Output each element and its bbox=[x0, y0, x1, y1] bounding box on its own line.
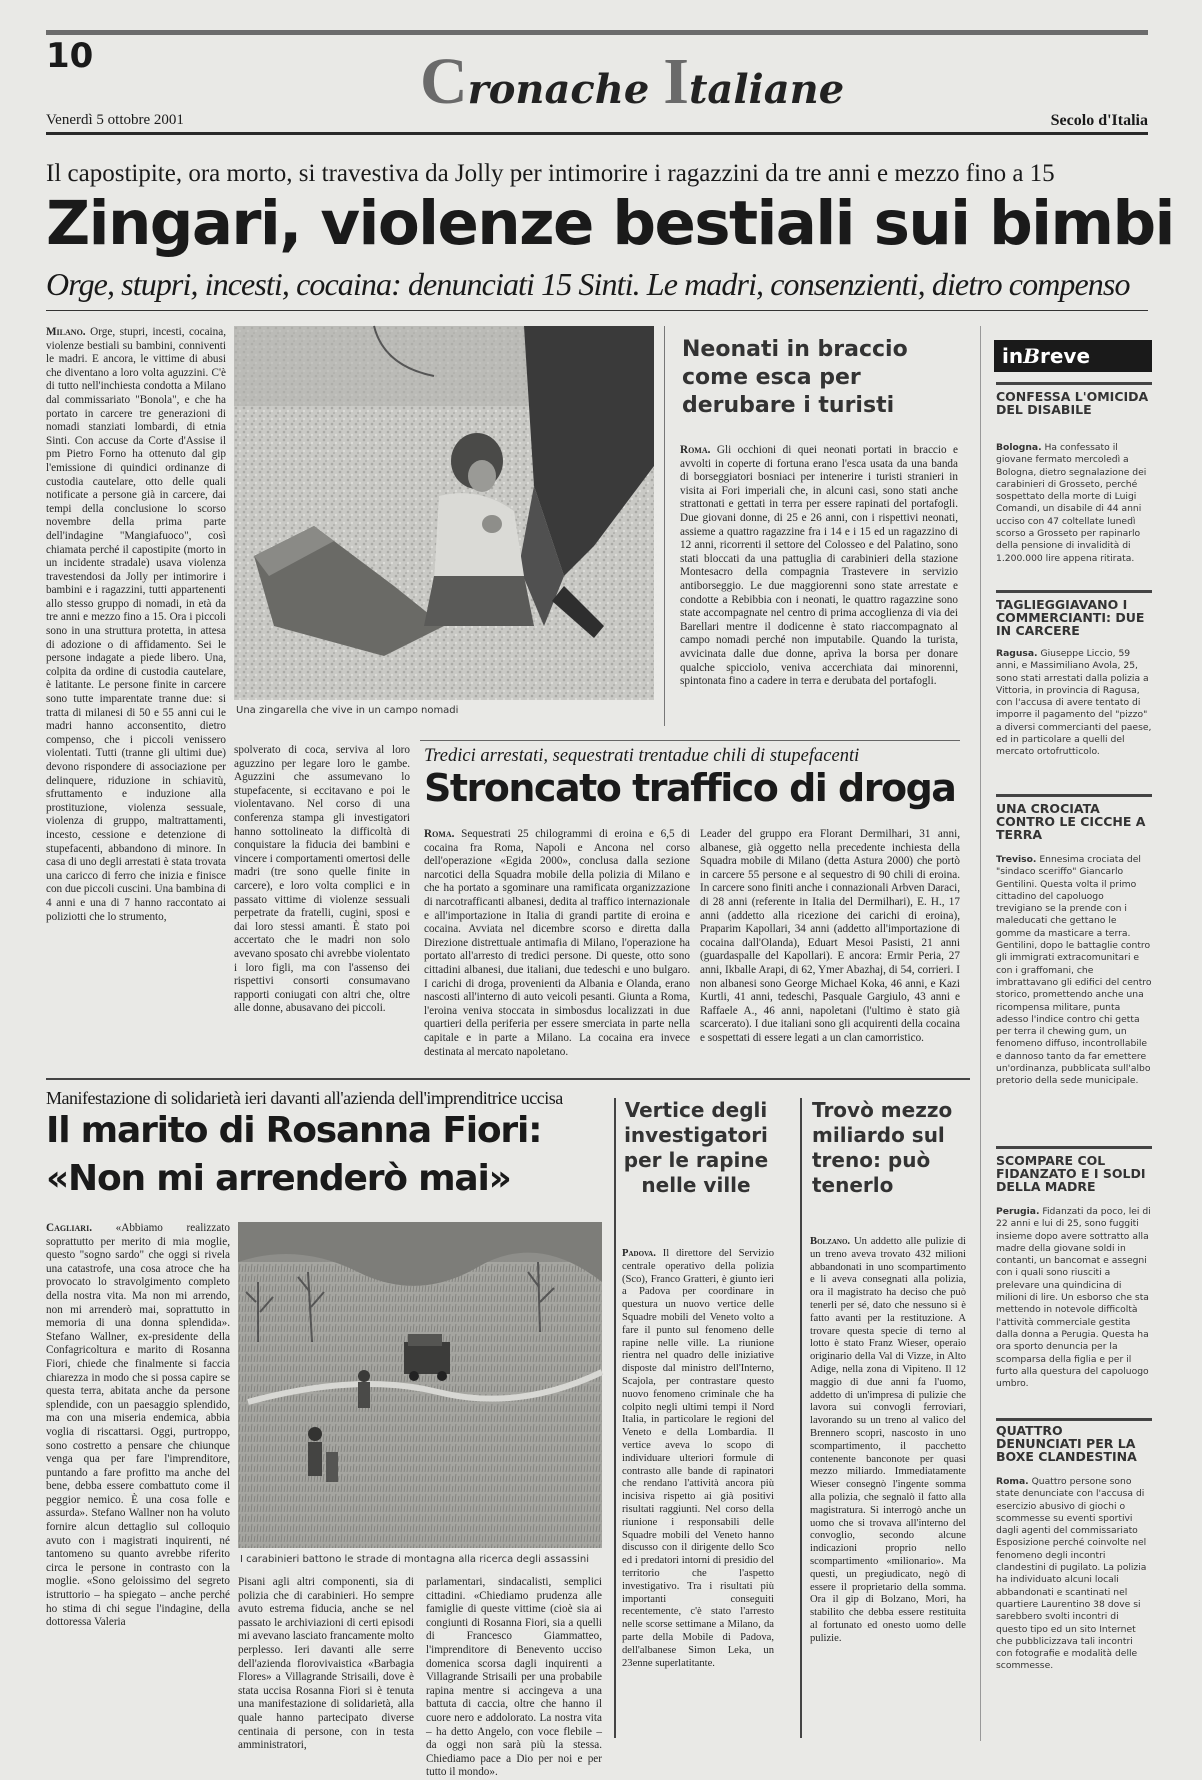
breve-rule-4 bbox=[996, 1146, 1152, 1149]
page-number: 10 bbox=[46, 36, 94, 76]
neonati-dateline: Roma. bbox=[680, 444, 711, 456]
droga-text-1: Sequestrati 25 chilogrammi di eroina e 6,5 di cocaina fra Roma, Napoli e Ancona nel corso dell'operazione «Egida 2000», conclusa dalla sezione narcotici della Squadra mobile della polizia di Milano e che ha portato a sgominare una ramificata organizzazione di narcotrafficanti albanesi, dedita al traffico internazionale e all'importazione in Italia di grandi partite di eroina e cocaina. Avviata nel dicembre scorso e diretta dalla Direzione distrettuale antimafia di Milano, l'operazione ha portato all'arresto di tredici persone. Di queste, otto sono cittadini albanesi, due italiani, due tedeschi e uno bulgaro. I carichi di droga, provenienti da Albania e Olanda, erano nascosti all'interno di auto veicoli pesanti. Giunta a Roma, l'eroina veniva stoccata in simbosdus localizzati in due quartieri della periferia per essere smerciata in parte nella capitale e in parte a Milano. La cocaina era invece destinata al mercato napoletano. bbox=[424, 828, 691, 1058]
top-rule bbox=[46, 30, 1148, 35]
droga-headline: Stroncato traffico di droga bbox=[424, 766, 956, 810]
lead-dateline: Milano. bbox=[46, 326, 86, 338]
neonati-text: Gli occhioni di quei neonati portati in braccio e avvolti in coperte di fortuna erano l'esca usata da una banda di borseggiatori bosniaci per intenerire i turisti stranieri in visita ai Fori imperiali che, in alcuni casi, sono stati anche strattonati e gettati in terra per essere rapinati del portafogli. Due giovani donne, di 25 e 26 anni, con i rispettivi neonati, assieme a quattro ragazzine fra i 14 e i 15 ed un ragazzino di 12 anni, ricorrenti il settore del Colosseo e del Palatino, sono stati bloccati da una pattuglia di carabinieri della stazione Montesacro della compagnia Trastevere in servizio antiborseggio. Le due maggiorenni sono state arrestate e condotte a Rebibbia con i neonati, le quattro ragazzine sono state accompagnate nel centro di prima accoglienza di via dei Barellari mentre il dodicenne è stato riaccompagnato al campo nomadi perché non imputabile. Quando la turista, avvicinata dalle due donne, aprìva la borsa per donare qualche spicciolo, veniva accerchiata dai minorenni, spintonata fino a cadere in terra e derubata del portafogli. bbox=[680, 444, 959, 688]
fiori-kicker: Manifestazione di solidarietà ieri davanti all'azienda dell'imprenditrice uccisa bbox=[46, 1088, 563, 1108]
lead-column-1 bbox=[46, 326, 226, 1056]
breve-body-5: Roma. Quattro persone sono state denunciate con l'accusa di esercizio abusivo di giochi o scommesse su eventi sportivi dagli agenti del commissariato Esposizione perché coinvolte nel fenomeno degli incontri clandestini di pugilato. La polizia ha individuato alcuni locali abbandonati e scantinati nel quartiere Laurentino 38 dove si sarebbero svolti incontri di questo tipo ed un sito Internet che pubblicizzava tali incontri con fotografie e modalità delle scommesse. bbox=[996, 1476, 1147, 1672]
fiori-photo-caption: I carabinieri battono le strade di montagna alla ricerca degli assassini bbox=[240, 1554, 590, 1565]
masthead-rule bbox=[46, 132, 1148, 135]
newspaper-name: Secolo d'Italia bbox=[1050, 112, 1148, 129]
droga-column-2 bbox=[700, 828, 960, 1060]
treno-text: Un addetto alle pulizie di un treno aveva trovato 432 milioni abbandonati in uno scompartimento e li aveva consegnati alla polizia, ora il magistrato ha deciso che può tenerli per sé, dato che nessuno si è fatto avanti per la restituzione. A trovare questa specie di terno al lotto è stato Franz Wieser, operaio originario della Val di Vizze, in Alto Adige, nella zona di Vipiteno. Il 12 maggio di due anni fa l'uomo, addetto di un'impresa di pulizie che lavora sui convogli ferroviari, lavorando su un treno al valico del Brennero scoprì, nascosto in uno scompartimento, il pacchetto contenente banconote per quasi mezzo miliardo. Immediatamente Wieser consegnò l'ingente somma alla polizia, che segnalò il fatto alla magistratura. Si interrogò anche un uomo che si trovava all'interno del convoglio, secondo alcune indicazioni proprio nello scompartimento «milionario». Ma questi, un pregiudicato, negò di essere il proprietario della somma. Ora il gip di Bolzano, Mori, ha stabilito che debba essere restituita al fortunato ed onesto uomo delle pulizie. bbox=[810, 1236, 966, 1644]
fiori-text-1: «Abbiamo realizzato soprattutto per merito di mia moglie, questo "sogno sardo" che oggi si rivela una catastrofe, una cosa atroce che ha provocato lo stravolgimento completo della nostra vita. Ma non mi arrendo, non mi arrenderò mai, soprattutto in memoria di una donna splendida». Stefano Wallner, ex-presidente della Confagricoltura e marito di Rosanna Fiori, chiede che finalmente si faccia chiarezza in modo che si possa capire se questa terra, abitata anche da persone splendide, con un paesaggio splendido, ma con una miseria endemica, abbia voglia di riscattarsi. Oggi, purtroppo, sono costretto a pensare che chiunque venga qua per fare l'imprenditore, puntando a fare profitto ma anche del bene, debba essere combattuto come il peggior nemico. È una cosa folle e assurda». Stefano Wallner non ha voluto fornire alcun dettaglio sul colloquio avuto con i magistrati inquirenti, né tantomeno su quanto avrebbe riferito circa le persone in contrasto con la moglie. «Sono geloissimo del segreto istruttorio – ha spiegato – anche perché ho stima di chi segue l'indagine, della dottoressa Valeria bbox=[46, 1222, 231, 1629]
breve-title-1: CONFESSA L'OMICIDA DEL DISABILE bbox=[996, 389, 1149, 417]
fiori-text-2: Pisani agli altri componenti, sia di polizia che di carabinieri. Ho sempre avuto estrema fiducia, anche se nel passato le archiviazioni di certi episodi mi avevano lasciato francamente molto perplesso. Ieri davanti alle serre dell'azienda florovivaistica «Barbagia Flores» a Villagrande Strisaili, dove è stata uccisa Rosanna Fiori si è tenuta una manifestazione di solidarietà, alla quale hanno partecipato diverse centinaia di persone, con in testa amministratori, bbox=[238, 1576, 414, 1752]
lead-subhead: Orge, stupri, incesti, cocaina: denunciati 15 Sinti. Le madri, consenzienti, dietro compenso bbox=[46, 266, 1130, 302]
treno-dateline: Bolzano. bbox=[810, 1236, 851, 1247]
breve-body-2: Ragusa. Giuseppe Liccio, 59 anni, e Massimiliano Avola, 25, sono stati arrestati dalla polizia a Vittoria, in provincia di Ragusa, con l'accusa di avere tentato di imporre il pagamento del "pizzo" a diversi commercianti del paese, ed in particolare a quelli del mercato ortofrutticolo. bbox=[996, 648, 1152, 758]
fiori-column-1 bbox=[46, 1222, 230, 1746]
fiori-column-2 bbox=[238, 1576, 414, 1752]
breve-rule-1 bbox=[996, 382, 1152, 385]
lead-rule bbox=[46, 310, 1148, 311]
droga-text-2: Leader del gruppo era Florant Dermilhari, 31 anni, albanese, già oggetto nella precedente inchiesta della Squadra mobile di Milano (detta Astura 2000) che portò in carcere 55 persone e al sequestro di 90 chili di eroina. In carcere sono finiti anche i connazionali Arbven Daraci, di 28 anni (referente in Italia del Dermilhari), E. H., 17 anni (addetto alla ricezione dei carichi di eroina), Praparim Kapollari, 34 anni (addetto all'importazione di cocaina dall'Olanda), Eduart Mesoi Pasisti, 21 anni (guardaspalle del Kapollari). E ancora: Ermir Peria, 27 anni, Ikballe Arapi, di 62, Ymer Abazhaj, di 54, corrieri. I non albanesi sono George Michael Koka, 46 anni, e Kazi Kurtli, 41 anni, tedeschi, Pasquale Gargiulo, 43 anni e Raffaele A., 46 anni, napoletani (l'ultimo è stato già scarcerato). I due italiani sono gli acquirenti della cocaina e sospettati di essere legati a un clan camorristico. bbox=[700, 828, 960, 1044]
vertice-box-rule bbox=[614, 1098, 616, 1738]
breve-body-4: Perugia. Fidanzati da poco, lei di 22 anni e lui di 25, sono fuggiti insieme dopo avere sottratto alla madre della giovane soldi in contanti, un bancomat e assegni con i quali sono riusciti a prelevare una quindicina di milioni di lire. Un esborso che sta mettendo in notevole difficoltà l'attività commerciale gestita dalla donna a Perugia. Questa ha ora sporto denuncia per la scomparsa della figlia e per il furto alla questura del capoluogo umbro. bbox=[996, 1206, 1151, 1390]
lead-text-1: Orge, stupri, incesti, cocaina, violenze bestiali su bambini, conniventi le madri. E ancora, le vittime di abusi che diventano a loro volta aguzzini. C'è di tutto nell'inchiesta condotta a Milano dal commissariato "Bonola", e che ha portato in carcere tre generazioni di nomadi stanziati lombardi, di etnia Sinti. Con accuse da Corte d'Assise il pm Pietro Forno ha ottenuto dal gip l'emissione di quindici ordinanze di custodia cautelare, otto delle quali notificate a persone già in carcere, dai tempi della conclusione lo scorso novembre della prima parte dell'indagine "Mangiafuoco", così chiamata perché il capostipite (morto in un incidente stradale) usava violenza travestendosi da Jolly per intimorire i bambini e i ragazzini, tutti appartenenti allo stesso gruppo di nomadi, in età da tre anni e mezzo fino a 15. Ora i piccoli sono in una struttura protetta, in attesa di adozione o di affidamento. Sei le persone indagate a piede libero. Una, colpita da ordine di custodia cautelare, è latitante. Le persone finite in carcere sono tutte imparentate tranne due: si tratta di milanesi di 50 e 55 anni cui le madri hanno acconsentito, dietro compenso, che i piccoli venissero violentati. Tutti (tranne gli ultimi due) devono rispondere di associazione per delinquere, riduzione in schiavitù, sfruttamento e induzione alla prostituzione, violenza sessuale, violenza di gruppo, maltrattamenti, incesto, cessione e detenzione di stupefacenti, abbandono di minore. In casa di uno degli arrestati è stata trovata una caricco di ferro che inizia e finisce con due piccoli cuscini. Una bambina di 4 anni e una di 7 hanno raccontato ai poliziotti che lo strumento, bbox=[46, 326, 227, 923]
fiori-text-3: parlamentari, sindacalisti, semplici cittadini. «Chiediamo prudenza alle famiglie di queste vittime (cioè sia ai congiunti di Rosanna Fiori, sia a quelli di Francesco Giammatteo, l'imprenditore di Benevento ucciso domenica scorsa dagli inquirenti a Villagrande Strisaili per una probabile rapina mentre si accingeva a una battuta di caccia, oltre che hanno il cuore nero e addolorato. La nostra vita – ha detto Angelo, con voce flebile – da oggi non sarà più la stessa. Chiediamo pace a Dio per noi e per tutto il mondo». bbox=[426, 1576, 602, 1779]
gypsy-girl-photo bbox=[234, 326, 654, 700]
fiori-dateline: Cagliari. bbox=[46, 1222, 92, 1234]
breve-title-5: QUATTRO DENUNCIATI PER LA BOXE CLANDESTINA bbox=[996, 1423, 1137, 1464]
droga-kicker: Tredici arrestati, sequestrati trentadue chili di stupefacenti bbox=[424, 746, 860, 766]
treno-body bbox=[810, 1236, 966, 1742]
breve-rule-5 bbox=[996, 1418, 1152, 1421]
droga-top-rule bbox=[420, 740, 960, 741]
sidebar-rule bbox=[980, 326, 981, 1741]
lead-headline: Zingari, violenze bestiali sui bimbi bbox=[46, 188, 1174, 259]
breve-title-4: SCOMPARE COL FIDANZATO E I SOLDI DELLA MADRE bbox=[996, 1153, 1146, 1194]
lead-photo bbox=[234, 326, 654, 700]
vertice-headline: Vertice degli investigatori per le rapine nelle ville bbox=[623, 1098, 769, 1197]
droga-dateline: Roma. bbox=[424, 828, 455, 840]
treno-box-rule bbox=[800, 1098, 802, 1738]
fiori-photo bbox=[238, 1222, 602, 1548]
lead-text-2: spolverato di coca, serviva al loro aguzzino per legare loro le gambe. Aguzzini che assumevano lo stupefacente, si eccitavano e poi le violentavano. Nel corso di una conferenza stampa gli investigatori hanno sottolineato la difficoltà di conquistare la fiducia dei bambini e vincere i comportamenti omertosi delle madri (tre sono quelle finite in carcere), e loro volta complici e in passato vittime di violenze sessuali perpetrate da fratelli, cugini, sposi e dai loro stessi amanti. È stato poi accertato che le madri non solo avevano sposato chi avrebbe violentato i loro figli, ma con l'assenso dei rispettivi consorti consumavano rapporti coniugati con altri che, oltre alle donne, abusavano dei piccoli. bbox=[234, 744, 410, 1015]
fiori-top-rule bbox=[46, 1078, 970, 1080]
treno-headline: Trovò mezzo miliardo sul treno: può tenerlo bbox=[812, 1098, 953, 1197]
droga-column-1 bbox=[424, 828, 690, 1060]
fiori-column-3 bbox=[426, 1576, 602, 1779]
section-title: Cronache Italiane bbox=[420, 45, 845, 118]
vertice-text: Il direttore del Servizio centrale operativo della polizia (Sco), Franco Gratteri, è giunto ieri a Padova per coordinare in questura un nuovo vertice delle Squadre mobili del Veneto volto a fare il punto sul fenomeno delle rapine nelle ville. La riunione rientra nel quadro delle iniziative disposte dal ministro dell'Interno, Scajola, per contrastare questo nuovo fenomeno criminale che ha colpito negli ultimi tempi il Nord Italia, in particolare le regioni del Veneto e della Lombardia. Il vertice aveva lo scopo di individuare ulteriori formule di contrasto alle bande di rapinatori che rendano l'attività ancora più incisiva rispetto ai già positivi risultati raggiunti. Nel corso della riunione i responsabili delle Squadre mobili del Veneto hanno discusso con il dirigente dello Sco ed i predatori intorni di presidio del territorio che l'aspetto investigativo. Tra i risultati più importanti conseguiti recentemente, c'è stato l'arresto nelle scorse settimane a Milano, da parte della Mobile di Padova, dell'albanese Simon Leka, un 23enne superlatitante. bbox=[622, 1248, 774, 1669]
neonati-headline: Neonati in braccio come esca per derubare i turisti bbox=[682, 337, 908, 418]
breve-rule-3 bbox=[996, 794, 1152, 797]
lead-kicker: Il capostipite, ora morto, si travestiva da Jolly per intimorire i ragazzini da tre anni e mezzo fino a 15 bbox=[46, 160, 1055, 187]
breve-body-3: Treviso. Ennesima crociata del "sindaco sceriffo" Giancarlo Gentilini. Questa volta il primo cittadino del capoluogo trevigiano se la prende con i maleducati che gettano le gomme da masticare a terra. Gentilini, dopo le battaglie contro gli immigrati extracomunitari e con i graffomani, che imbrattavano gli edifici del centro storico, promettendo anche una ricompensa militare, punta adesso l'indice contro chi getta per terra il chewing gum, un fenomeno diffuso, incontrollabile e dannoso tanto da far emettere un'ordinanza, pubblicata sull'albo pretorio della sede municipale. bbox=[996, 854, 1152, 1087]
vertice-dateline: Padova. bbox=[622, 1248, 656, 1259]
vertice-body bbox=[622, 1248, 774, 1742]
lead-column-2 bbox=[234, 744, 410, 1058]
breve-body-1: Bologna. Ha confessato il giovane fermato mercoledì a Bologna, dietro segnalazione dei carabinieri di Grosseto, perché sospettato della morte di Luigi Comandi, un disabile di 44 anni ucciso con 47 coltellate lunedì scorso a Grosseto per rapinarlo della pensione di invalidità di 1.200.000 lire appena ritirata. bbox=[996, 442, 1147, 564]
lead-photo-caption: Una zingarella che vive in un campo nomadi bbox=[236, 705, 459, 716]
fiori-headline-2: «Non mi arrenderò mai» bbox=[46, 1158, 511, 1199]
breve-rule-2 bbox=[996, 590, 1152, 593]
carabinieri-photo bbox=[238, 1222, 602, 1548]
breve-title-3: UNA CROCIATA CONTRO LE CICCHE A TERRA bbox=[996, 801, 1146, 842]
neonati-body bbox=[680, 444, 958, 712]
fiori-headline-1: Il marito di Rosanna Fiori: bbox=[46, 1110, 542, 1151]
breve-title-2: TAGLIEGGIAVANO I COMMERCIANTI: DUE IN CARCERE bbox=[996, 597, 1145, 638]
column-rule bbox=[664, 326, 665, 726]
issue-date: Venerdì 5 ottobre 2001 bbox=[46, 112, 184, 128]
in-breve-logo: inBreve bbox=[994, 340, 1152, 372]
